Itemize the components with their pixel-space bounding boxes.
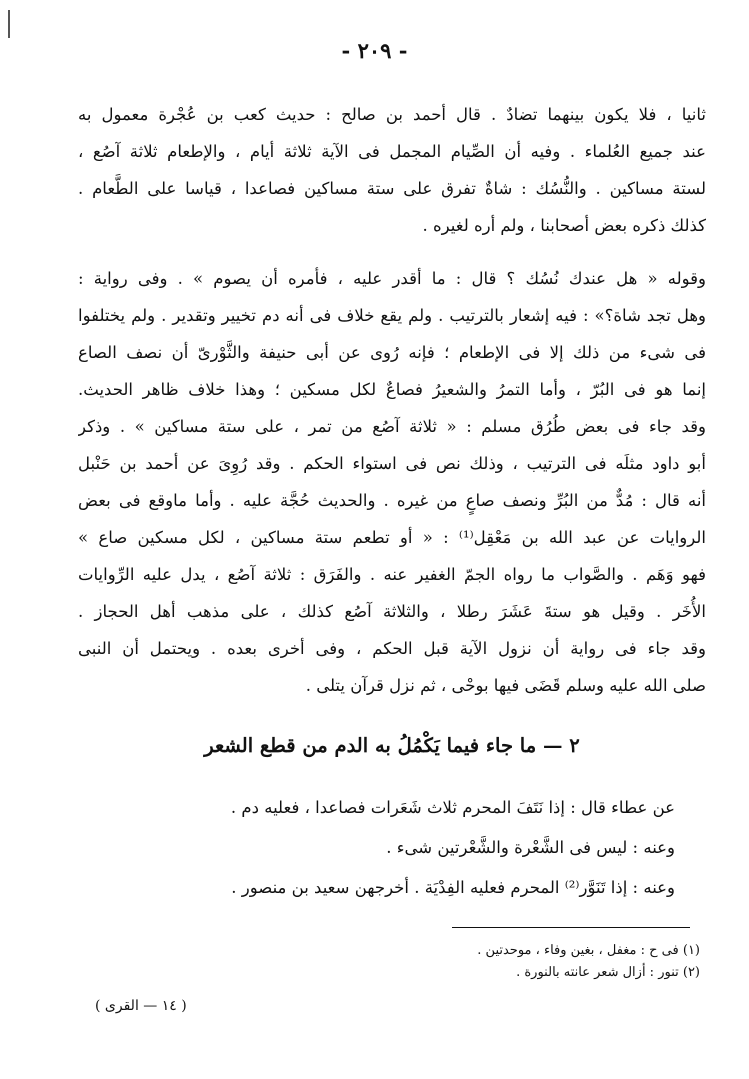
- paragraph-line: عند جميع العُلماء . وفيه أن الصِّيام المجمل فى الآية ثلاثة أيام ، والإطعام ثلاثة آصُع ،: [78, 142, 706, 161]
- paragraph-line: وقوله « هل عندك نُسُك ؟ قال : ما أقدر عليه ، فأمره أن يصوم » . وفى رواية :: [78, 269, 706, 288]
- signature-mark: ( ١٤ — القرى ): [95, 998, 187, 1014]
- footnotes: [300, 940, 700, 984]
- paragraph-line: أبو داود مثلَه فى الترتيب ، وذلك نص فى استواء الحكم . وقد رُوِىَ عن أحمد بن حَنْبل: [78, 454, 706, 473]
- paragraph-line: كذلك ذكره بعض أصحابنا ، ولم أره لغيره .: [422, 216, 706, 235]
- paragraph-line: لستة مساكين . والنُّسُك : شاةٌ تفرق على ستة مساكين فصاعدا ، قياسا على الطَّعام .: [78, 179, 706, 198]
- paragraph-line: فى شىء من ذلك إلا فى الإطعام ؛ فإنه رُوى عن أبى حنيفة والثَّوْرىّ أن نصف الصاع: [78, 343, 706, 362]
- paragraph-line: فهو وَهَم . والصَّواب ما رواه الجمّ الغفير عنه . والفَرَق : ثلاثة آصُع ، يدل عليه الرِّوايات: [78, 565, 706, 584]
- page-number: - ٢٠٩ -: [341, 38, 408, 63]
- paragraph-line: إنما هو فى البُرّ ، وأما التمرُ والشعيرُ فصاعٌ لكل مسكين ؛ وهذا خلاف ظاهر الحديث.: [78, 380, 706, 399]
- footnote-divider: [452, 927, 690, 928]
- paragraph-1: [78, 96, 706, 244]
- paragraph-line: وهل تجد شاة؟» : فيه إشعار بالترتيب . ولم يقع خلاف فى أنه دم تخيير وتقدير . ولم يختلفوا: [78, 306, 706, 325]
- paragraph-line: صلى الله عليه وسلم قَضَى فيها بوحْى ، ثم نزل قرآن يتلى .: [305, 676, 706, 695]
- section-heading: ٢ — ما جاء فيما يَكْمُلُ به الدم من قطع الشعر: [204, 734, 580, 757]
- athar-item: عن عطاء قال : إذا نَتَفَ المحرم ثلاث شَعَرات فصاعدا ، فعليه دم .: [230, 798, 675, 817]
- athar-item: وعنه : ليس فى الشَّعْرة والشَّعْرتين شىء .: [386, 838, 675, 857]
- page-edge-mark: [8, 10, 19, 38]
- paragraph-line: وقد جاء فى رواية أن نزول الآية قبل الحكم ، وفى أخرى بعده . ويحتمل أن النبى: [78, 639, 706, 658]
- paragraph-line: أنه قال : مُدٌّ من البُرِّ ونصف صاعٍ من غيره . والحديث حُجَّة عليه . وأما ماوقع فى بعض: [78, 491, 706, 510]
- footnote: (٢) تنور : أزال شعر عانته بالنورة .: [516, 965, 700, 980]
- athar-list: [150, 788, 675, 908]
- athar-item: وعنه : إذا تَنَوَّر⁽²⁾ المحرم فعليه الفِدْيَة . أخرجهن سعيد بن منصور .: [231, 878, 675, 897]
- paragraph-line: ثانيا ، فلا يكون بينهما تضادٌ . قال أحمد بن صالح : حديث كعب بن عُجْرة معمول به: [78, 105, 706, 124]
- paragraph-line: الأُخَر . وقيل هو ستةَ عَشَرَ رطلا ، والثلاثة آصُع كذلك ، على مذهب أهل الحجاز .: [78, 602, 706, 621]
- paragraph-2: [78, 260, 706, 704]
- paragraph-line: الروايات عن عبد الله بن مَعْقِل⁽¹⁾ : « أو تطعم ستة مساكين ، لكل مسكين صاع »: [78, 528, 706, 547]
- footnote: (١) فى ح : مغفل ، بغين وفاء ، موحدتين .: [477, 943, 700, 958]
- paragraph-line: وقد جاء فى بعض طُرُق مسلم : « ثلاثة آصُع من تمر ، على ستة مساكين » . وذكر: [78, 417, 706, 436]
